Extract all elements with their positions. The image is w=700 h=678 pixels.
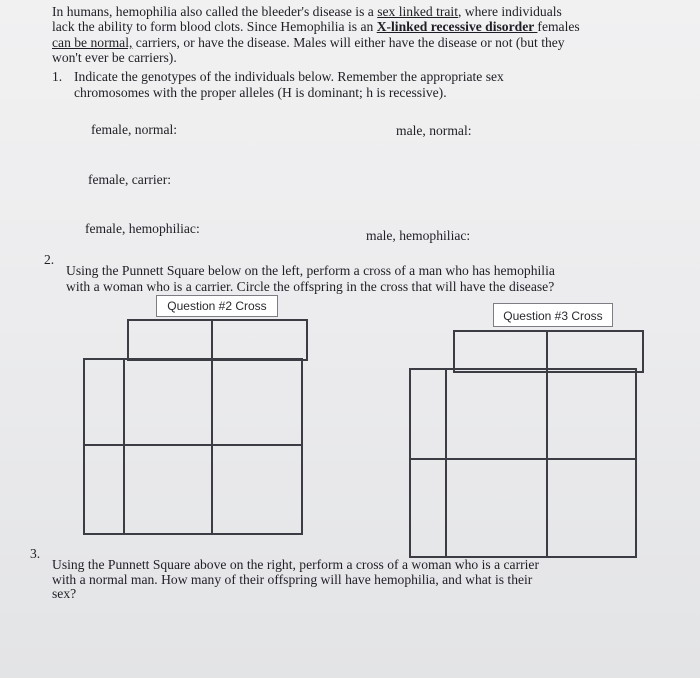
q2-number: 2. bbox=[44, 252, 55, 267]
intro-text: In humans, hemophilia also called the bleeder's disease is a bbox=[52, 4, 378, 19]
punnett-q2-grid bbox=[83, 358, 303, 535]
intro-text: won't ever be carriers). bbox=[52, 50, 177, 65]
q3-line-2: with a normal man. How many of their offspring will have hemophilia, and what is their bbox=[52, 572, 533, 587]
question-3-cross-tag: Question #3 Cross bbox=[493, 303, 613, 327]
punnett-q3-divider-vertical bbox=[546, 332, 548, 556]
q3-number: 3. bbox=[30, 546, 41, 561]
intro-line-3 bbox=[52, 35, 565, 50]
q1-line-2: chromosomes with the proper alleles (H is dominant; h is recessive). bbox=[74, 85, 447, 100]
sex-linked-trait-text: sex linked trait bbox=[377, 4, 458, 19]
question-2-cross-tag: Question #2 Cross bbox=[156, 295, 278, 317]
female-carrier-label: female, carrier: bbox=[88, 172, 172, 187]
intro-line-4 bbox=[52, 50, 177, 65]
intro-text: carriers, or have the disease. Males will either have the disease or not (but they bbox=[132, 35, 565, 50]
male-hemophiliac-label: male, hemophiliac: bbox=[366, 228, 471, 243]
punnett-q2-header-row bbox=[127, 319, 308, 361]
punnett-q3-divider-vertical bbox=[445, 370, 447, 556]
male-normal-label: male, normal: bbox=[396, 123, 472, 138]
q3-line-3: sex? bbox=[52, 586, 77, 601]
q1-line-1: Indicate the genotypes of the individuals below. Remember the appropriate sex bbox=[74, 69, 504, 84]
intro-text: females bbox=[537, 19, 580, 34]
female-hemophiliac-label: female, hemophiliac: bbox=[85, 221, 200, 236]
can-be-normal-text: can be normal, bbox=[52, 35, 133, 50]
intro-line-1 bbox=[52, 4, 562, 19]
q3-line-1: Using the Punnett Square above on the right, perform a cross of a woman who is a carrier bbox=[52, 557, 539, 572]
female-normal-label: female, normal: bbox=[91, 122, 178, 137]
punnett-q2-divider-vertical bbox=[211, 321, 213, 533]
q2-line-2: with a woman who is a carrier. Circle the offspring in the cross that will have the disease? bbox=[66, 279, 555, 294]
x-linked-recessive-text: X-linked recessive disorder bbox=[376, 19, 538, 34]
q1-number: 1. bbox=[52, 69, 63, 84]
intro-text: lack the ability to form blood clots. Since Hemophilia is an bbox=[52, 19, 377, 34]
punnett-q3-grid bbox=[409, 368, 637, 558]
punnett-q2-divider-horizontal bbox=[85, 444, 301, 446]
punnett-q3-divider-horizontal bbox=[411, 458, 635, 460]
punnett-q2-divider-vertical bbox=[123, 360, 125, 533]
q2-line-1: Using the Punnett Square below on the left, perform a cross of a man who has hemophilia bbox=[66, 263, 555, 278]
intro-text: , where individuals bbox=[458, 4, 562, 19]
intro-line-2 bbox=[52, 19, 580, 34]
punnett-q3-header-row bbox=[453, 330, 644, 373]
